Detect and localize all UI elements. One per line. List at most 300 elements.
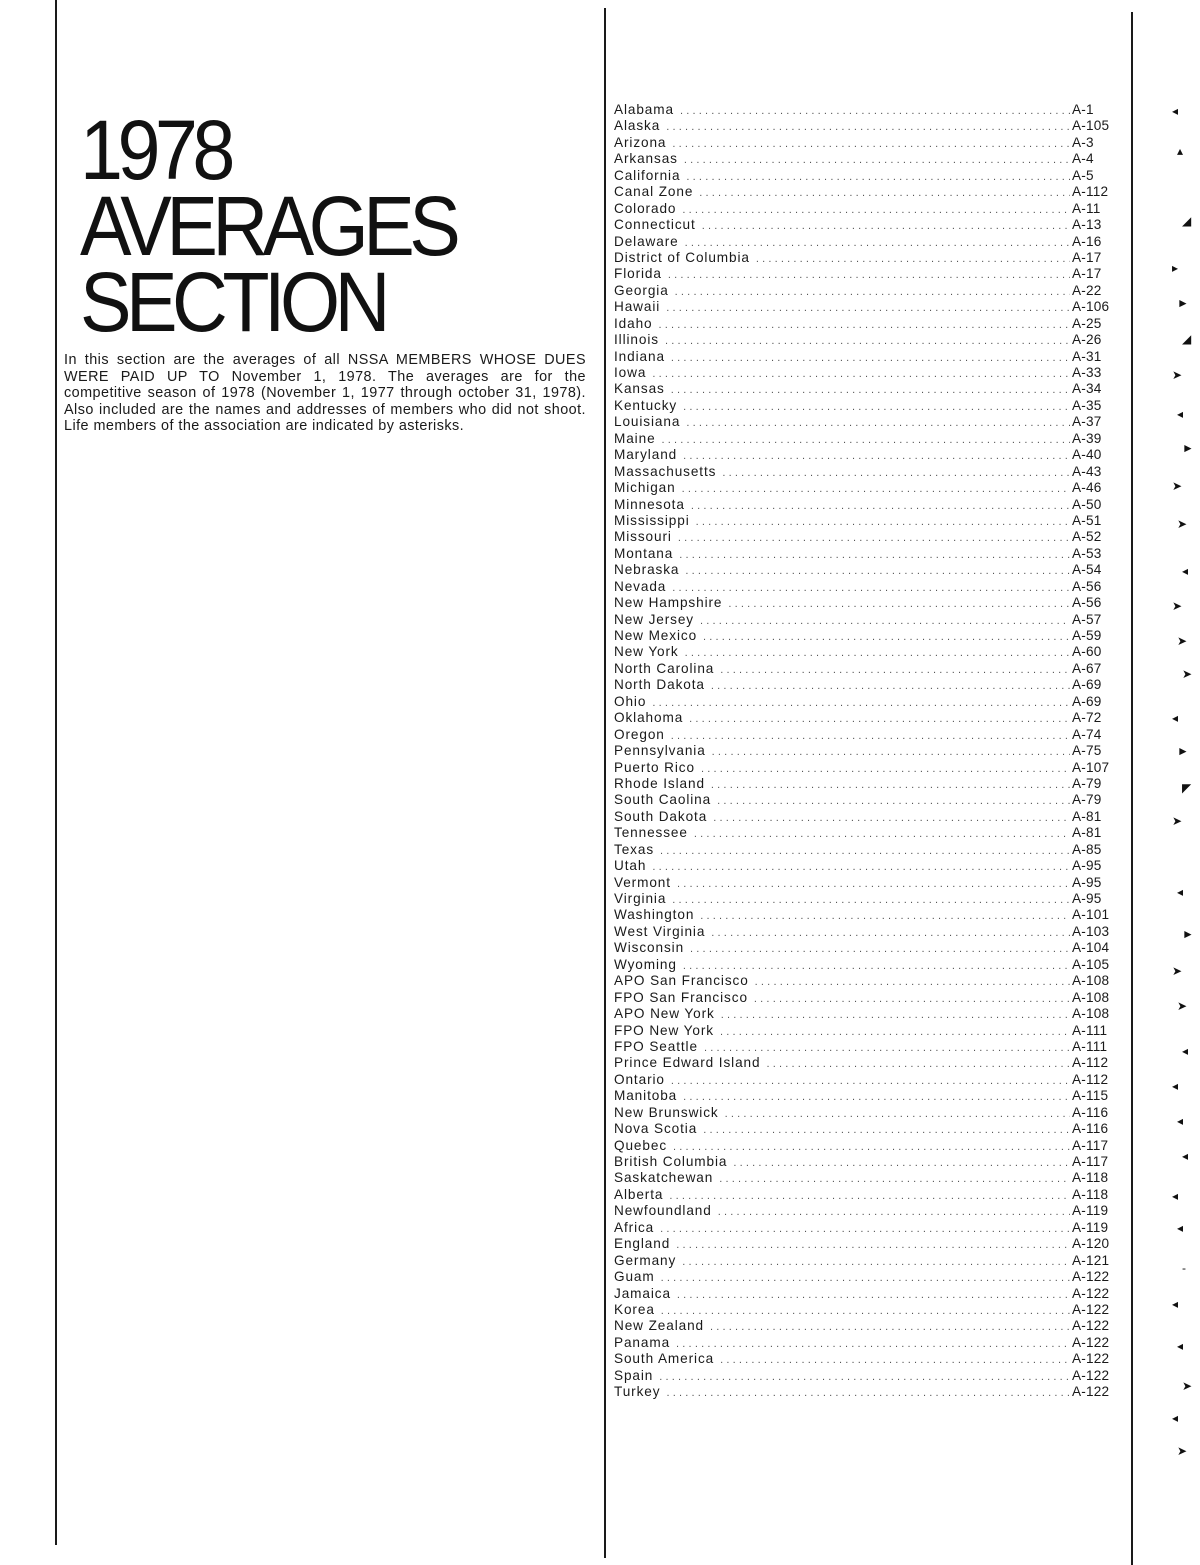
index-entry (614, 1187, 1120, 1203)
margin-mark: ► (1182, 441, 1194, 455)
index-entry-page: A-33 (1072, 365, 1102, 380)
index-entry (614, 595, 1120, 611)
index-entry (614, 1023, 1120, 1039)
dot-leader (683, 1091, 1070, 1103)
margin-mark: ➤ (1177, 517, 1188, 531)
margin-mark: ◂ (1172, 1189, 1179, 1203)
margin-mark: ◂ (1177, 1221, 1184, 1235)
index-entry-page: A-69 (1072, 677, 1102, 693)
dot-leader (694, 828, 1070, 840)
index-entry (614, 677, 1120, 693)
index-entry-name: British Columbia (614, 1154, 728, 1169)
index-entry-name: Nebraska (614, 562, 680, 578)
index-entry-page: A-59 (1072, 628, 1102, 643)
index-entry-name: Prince Edward Island (614, 1055, 761, 1071)
index-entry (614, 1154, 1120, 1170)
index-entry-page: A-4 (1072, 151, 1094, 167)
margin-mark: ◂ (1177, 407, 1184, 421)
dot-leader (721, 1009, 1070, 1021)
index-entry-name: Iowa (614, 365, 647, 380)
dot-leader (666, 121, 1070, 133)
dot-leader (652, 368, 1070, 380)
index-entry-name: Montana (614, 545, 674, 561)
index-entry-name: Ontario (614, 1071, 665, 1087)
margin-mark: ◤ (1182, 781, 1192, 795)
index-entry-name: Puerto Rico (614, 759, 695, 775)
margin-mark: ◂ (1177, 1114, 1184, 1128)
index-entry (614, 316, 1120, 332)
margin-mark: ◂ (1172, 1297, 1179, 1311)
index-entry-page: A-72 (1072, 710, 1102, 726)
index-entry-name: Wyoming (614, 956, 677, 972)
index-entry (614, 1203, 1120, 1219)
dot-leader (683, 401, 1070, 413)
index-entry-name: FPO San Francisco (614, 989, 748, 1005)
index-entry-page: A-122 (1072, 1301, 1110, 1317)
index-entry-page: A-119 (1072, 1219, 1109, 1235)
dot-leader (671, 730, 1070, 742)
margin-mark: ◂ (1182, 564, 1189, 578)
dot-leader (666, 302, 1070, 314)
index-entry (614, 381, 1120, 397)
index-entry-name: West Virginia (614, 923, 706, 939)
index-entry-page: A-121 (1072, 1252, 1110, 1268)
index-entry-page: A-106 (1072, 299, 1110, 315)
index-entry-name: South Dakota (614, 808, 708, 824)
dot-leader (685, 565, 1070, 577)
index-entry (614, 562, 1120, 578)
index-entry (614, 760, 1120, 776)
index-entry-name: Manitoba (614, 1088, 678, 1104)
dot-leader (704, 1042, 1070, 1054)
dot-leader (659, 319, 1070, 331)
intro-paragraph: In this section are the averages of all NSSA MEMBERS WHOSE DUES WERE PAID UP TO November 1, 1978. The averages are for the competitive season of 1978 (November 1, 1977 through october 31, 1978). Also included are the names and addresses of members who did not shoot. Life members of the association are indicated by asterisks. (64, 352, 586, 435)
index-entry (614, 217, 1120, 233)
index-entry (614, 809, 1120, 825)
margin-mark: ◂ (1172, 1411, 1179, 1425)
index-entry-name: Tennessee (614, 825, 688, 841)
index-entry (614, 283, 1120, 299)
index-entry-name: Alabama (614, 102, 674, 117)
index-entry-name: Delaware (614, 233, 679, 249)
dot-leader (659, 1371, 1070, 1383)
dot-leader (690, 943, 1070, 955)
dot-leader (660, 1223, 1070, 1235)
index-entry (614, 299, 1120, 315)
index-entry-page: A-5 (1072, 167, 1094, 183)
dot-leader (711, 779, 1070, 791)
index-entry (614, 710, 1120, 726)
margin-mark: ➤ (1172, 964, 1183, 978)
index-entry (614, 398, 1120, 414)
section-title-year: 1978 (80, 103, 230, 197)
index-entry (614, 546, 1120, 562)
index-entry (614, 1351, 1120, 1367)
index-entry (614, 480, 1120, 496)
margin-mark: ► (1182, 927, 1194, 941)
dot-leader (677, 878, 1070, 890)
index-entry-name: New Brunswick (614, 1104, 719, 1120)
dot-leader (660, 845, 1070, 857)
index-entry-name: District of Columbia (614, 249, 750, 265)
index-entry-page: A-54 (1072, 562, 1102, 578)
index-entry-page: A-56 (1072, 595, 1102, 611)
index-entry-page: A-74 (1072, 726, 1102, 742)
index-entry-page: A-46 (1072, 480, 1102, 496)
index-entry (614, 497, 1120, 513)
margin-mark: ◂ (1172, 1079, 1179, 1093)
dot-leader (702, 220, 1070, 232)
index-entry-name: Massachusetts (614, 463, 717, 479)
dot-leader (661, 1305, 1070, 1317)
index-entry-page: A-118 (1072, 1186, 1109, 1202)
dot-leader (700, 615, 1070, 627)
index-entry (614, 349, 1120, 365)
index-entry (614, 234, 1120, 250)
index-entry-page: A-95 (1072, 858, 1102, 874)
dot-leader (717, 795, 1070, 807)
index-entry (614, 447, 1120, 463)
index-entry-page: A-95 (1072, 874, 1102, 890)
index-entry-name: Maryland (614, 447, 678, 463)
index-entry-name: Ohio (614, 693, 647, 709)
margin-mark: ◂ (1182, 1044, 1189, 1058)
index-entry-name: Connecticut (614, 217, 696, 233)
margin-mark: ➤ (1172, 368, 1183, 382)
index-entry-name: Mississippi (614, 512, 690, 528)
index-entry (614, 825, 1120, 841)
index-entry (614, 792, 1120, 808)
dot-leader (719, 1173, 1070, 1185)
dot-leader (733, 1157, 1070, 1169)
index-entry (614, 135, 1120, 151)
dot-leader (662, 434, 1070, 446)
dot-leader (675, 286, 1070, 298)
dot-leader (696, 516, 1070, 528)
index-entry-page: A-111 (1072, 1022, 1108, 1038)
margin-mark: ➤ (1177, 1444, 1188, 1458)
index-entry-name: Korea (614, 1301, 655, 1317)
dot-leader (712, 746, 1070, 758)
margin-mark: ➤ (1177, 999, 1188, 1013)
dot-leader (728, 598, 1070, 610)
index-entry (614, 250, 1120, 266)
index-entry (614, 1121, 1120, 1137)
dot-leader (722, 467, 1070, 479)
index-entry-name: New Jersey (614, 611, 695, 627)
index-entry (614, 1286, 1120, 1302)
index-entry-name: Minnesota (614, 496, 685, 512)
margin-mark: ➤ (1177, 634, 1188, 648)
index-entry-name: New Zealand (614, 1318, 704, 1334)
dot-leader (661, 1272, 1070, 1284)
index-entry (614, 1072, 1120, 1088)
index-entry-page: A-39 (1072, 430, 1102, 446)
index-entry (614, 1368, 1120, 1384)
dot-leader (691, 500, 1070, 512)
index-entry-name: Oklahoma (614, 710, 684, 726)
dot-leader (676, 1239, 1070, 1251)
dot-leader (689, 713, 1070, 725)
margin-mark: ◂ (1182, 1149, 1189, 1163)
dot-leader (682, 204, 1070, 216)
index-entry-name: California (614, 167, 681, 183)
index-entry (614, 168, 1120, 184)
index-entry-page: A-122 (1072, 1318, 1110, 1334)
index-entry-name: North Carolina (614, 660, 715, 676)
index-entry-name: APO San Francisco (614, 973, 749, 989)
dot-leader (678, 532, 1070, 544)
dot-leader (703, 631, 1070, 643)
index-entry (614, 1170, 1120, 1186)
index-entry-page: A-35 (1072, 397, 1102, 413)
index-entry (614, 332, 1120, 348)
margin-mark: ► (1177, 296, 1189, 310)
index-entry-name: Panama (614, 1334, 671, 1350)
margin-mark: ‐ (1182, 1261, 1186, 1275)
index-entry (614, 1088, 1120, 1104)
index-entry-page: A-85 (1072, 841, 1102, 857)
index-entry-page: A-108 (1072, 1006, 1110, 1022)
index-entry (614, 940, 1120, 956)
margin-mark: ◂ (1172, 711, 1179, 725)
dot-leader (703, 1124, 1070, 1136)
index-entry-name: North Dakota (614, 677, 705, 693)
index-entry (614, 907, 1120, 923)
index-entry-page: A-117 (1072, 1154, 1109, 1169)
margin-mark: ➤ (1182, 1379, 1193, 1393)
index-entry (614, 1269, 1120, 1285)
index-entry-page: A-1 (1072, 102, 1094, 117)
dot-leader (711, 680, 1070, 692)
index-entry-page: A-75 (1072, 743, 1102, 759)
dot-leader (684, 154, 1070, 166)
index-entry (614, 1105, 1120, 1121)
index-entry-name: Arkansas (614, 151, 678, 167)
index-entry (614, 1220, 1120, 1236)
index-entry-page: A-116 (1072, 1104, 1109, 1120)
index-entry-page: A-81 (1072, 808, 1102, 824)
dot-leader (720, 1354, 1070, 1366)
margin-mark: ▸ (1172, 261, 1179, 275)
margin-mark: ◢ (1182, 214, 1192, 228)
index-entry-name: Nevada (614, 578, 667, 594)
dot-leader (686, 417, 1070, 429)
index-entry (614, 1318, 1120, 1334)
index-entry (614, 201, 1120, 217)
index-entry (614, 1335, 1120, 1351)
index-entry-name: Kansas (614, 381, 665, 397)
dot-leader (766, 1058, 1070, 1070)
index-entry-page: A-69 (1072, 693, 1102, 709)
index-entry (614, 1236, 1120, 1252)
margin-mark: ◢ (1182, 332, 1192, 346)
dot-leader (683, 960, 1070, 972)
index-entry (614, 776, 1120, 792)
index-entry-page: A-51 (1072, 512, 1102, 528)
index-entry-name: Hawaii (614, 299, 661, 315)
dot-leader (682, 1256, 1070, 1268)
index-entry-page: A-104 (1072, 940, 1110, 956)
index-entry (614, 266, 1120, 282)
state-index-list (614, 102, 1120, 1401)
margin-mark: ➤ (1172, 479, 1183, 493)
index-entry (614, 513, 1120, 529)
index-entry (614, 842, 1120, 858)
dot-leader (718, 1206, 1070, 1218)
index-entry-name: Turkey (614, 1384, 661, 1400)
dot-leader (652, 861, 1070, 873)
index-entry-name: New York (614, 644, 679, 660)
index-entry (614, 118, 1120, 134)
index-entry-name: Newfoundland (614, 1203, 712, 1219)
index-entry (614, 151, 1120, 167)
margin-mark: ◂ (1177, 1339, 1184, 1353)
index-entry-page: A-79 (1072, 792, 1102, 808)
index-entry-page: A-118 (1072, 1170, 1109, 1186)
dot-leader (685, 237, 1070, 249)
index-entry-page: A-13 (1072, 217, 1102, 233)
index-entry-name: South America (614, 1351, 715, 1367)
index-entry-page: A-31 (1072, 348, 1102, 364)
index-entry-name: Quebec (614, 1137, 668, 1153)
index-entry (614, 973, 1120, 989)
dot-leader (676, 1338, 1070, 1350)
dot-leader (666, 1387, 1070, 1399)
index-entry-page: A-116 (1072, 1121, 1109, 1137)
index-entry-page: A-119 (1072, 1203, 1109, 1219)
dot-leader (720, 1026, 1070, 1038)
index-entry-page: A-43 (1072, 463, 1102, 479)
dot-leader (710, 1321, 1070, 1333)
index-entry-page: A-122 (1072, 1269, 1110, 1285)
index-entry-name: Oregon (614, 726, 665, 742)
margin-mark: ▴ (1177, 144, 1184, 158)
index-entry (614, 694, 1120, 710)
index-entry (614, 644, 1120, 660)
index-entry-name: Louisiana (614, 414, 681, 430)
index-entry-page: A-57 (1072, 611, 1102, 627)
index-entry-page: A-117 (1072, 1137, 1109, 1153)
index-entry-name: APO New York (614, 1006, 715, 1022)
margin-mark: ► (1177, 744, 1189, 758)
dot-leader (672, 894, 1070, 906)
index-entry-page: A-34 (1072, 381, 1102, 397)
dot-leader (699, 187, 1070, 199)
index-entry-page: A-60 (1072, 644, 1102, 660)
index-entry (614, 464, 1120, 480)
index-entry (614, 858, 1120, 874)
index-entry-page: A-112 (1072, 1055, 1109, 1071)
index-entry (614, 1384, 1120, 1400)
index-entry-name: Saskatchewan (614, 1170, 714, 1186)
dot-leader (701, 763, 1070, 775)
index-entry-page: A-79 (1072, 775, 1102, 791)
index-entry (614, 529, 1120, 545)
index-entry-name: Vermont (614, 874, 671, 890)
index-entry-name: South Caolina (614, 792, 712, 808)
index-entry-page: A-26 (1072, 332, 1102, 348)
dot-leader (680, 105, 1070, 117)
index-entry-page: A-105 (1072, 956, 1110, 972)
index-entry-page: A-111 (1072, 1038, 1108, 1054)
index-entry-page: A-3 (1072, 134, 1094, 150)
index-entry-page: A-53 (1072, 545, 1102, 561)
index-entry-name: Alaska (614, 118, 661, 134)
index-entry-name: New Mexico (614, 628, 698, 643)
index-entry-name: Kentucky (614, 397, 678, 413)
index-entry (614, 365, 1120, 381)
index-entry-name: Florida (614, 266, 662, 282)
index-entry-page: A-37 (1072, 414, 1102, 430)
index-entry (614, 628, 1120, 644)
index-entry-page: A-115 (1072, 1088, 1109, 1104)
dot-leader (725, 1108, 1070, 1120)
index-entry-page: A-17 (1072, 249, 1102, 265)
index-entry-page: A-108 (1072, 989, 1110, 1005)
index-entry-page: A-122 (1072, 1351, 1110, 1367)
dot-leader (673, 1141, 1070, 1153)
index-entry-name: FPO Seattle (614, 1038, 698, 1054)
index-entry-page: A-56 (1072, 578, 1102, 594)
section-title (80, 103, 512, 349)
index-entry (614, 579, 1120, 595)
index-entry (614, 1055, 1120, 1071)
index-entry (614, 431, 1120, 447)
index-entry-name: Idaho (614, 315, 653, 331)
index-entry (614, 184, 1120, 200)
index-entry-name: Africa (614, 1219, 655, 1235)
index-entry-name: Missouri (614, 529, 672, 545)
margin-mark: ➤ (1172, 599, 1183, 613)
index-entry-name: Canal Zone (614, 184, 694, 200)
index-entry (614, 1039, 1120, 1055)
index-entry-name: Virginia (614, 891, 667, 906)
index-entry-name: Rhode Island (614, 775, 705, 791)
section-title-section: SECTION (80, 255, 385, 349)
index-entry-name: Spain (614, 1367, 654, 1383)
dot-leader (720, 664, 1070, 676)
index-entry-page: A-25 (1072, 315, 1102, 331)
index-entry-name: Nova Scotia (614, 1121, 698, 1137)
index-entry-page: A-17 (1072, 266, 1102, 282)
index-entry-page: A-122 (1072, 1384, 1110, 1400)
index-entry-name: Colorado (614, 200, 677, 216)
index-entry-page: A-107 (1072, 759, 1110, 775)
index-entry-name: New Hampshire (614, 595, 723, 611)
index-entry-name: Pennsylvania (614, 743, 706, 759)
index-entry-page: A-67 (1072, 660, 1102, 676)
dot-leader (672, 138, 1070, 150)
margin-mark: ◂ (1177, 885, 1184, 899)
index-entry-page: A-40 (1072, 447, 1102, 463)
index-entry-name: Maine (614, 430, 656, 446)
index-entry (614, 1253, 1120, 1269)
index-entry (614, 661, 1120, 677)
index-entry (614, 743, 1120, 759)
dot-leader (700, 910, 1070, 922)
column-rule-right (1131, 12, 1133, 1565)
margin-mark: ◂ (1172, 104, 1179, 118)
index-entry (614, 891, 1120, 907)
index-entry-page: A-16 (1072, 233, 1102, 249)
dot-leader (671, 384, 1070, 396)
dot-leader (677, 1289, 1070, 1301)
index-entry-page: A-81 (1072, 825, 1102, 841)
index-entry-page: A-52 (1072, 529, 1102, 545)
index-entry-page: A-120 (1072, 1236, 1110, 1252)
index-entry (614, 990, 1120, 1006)
